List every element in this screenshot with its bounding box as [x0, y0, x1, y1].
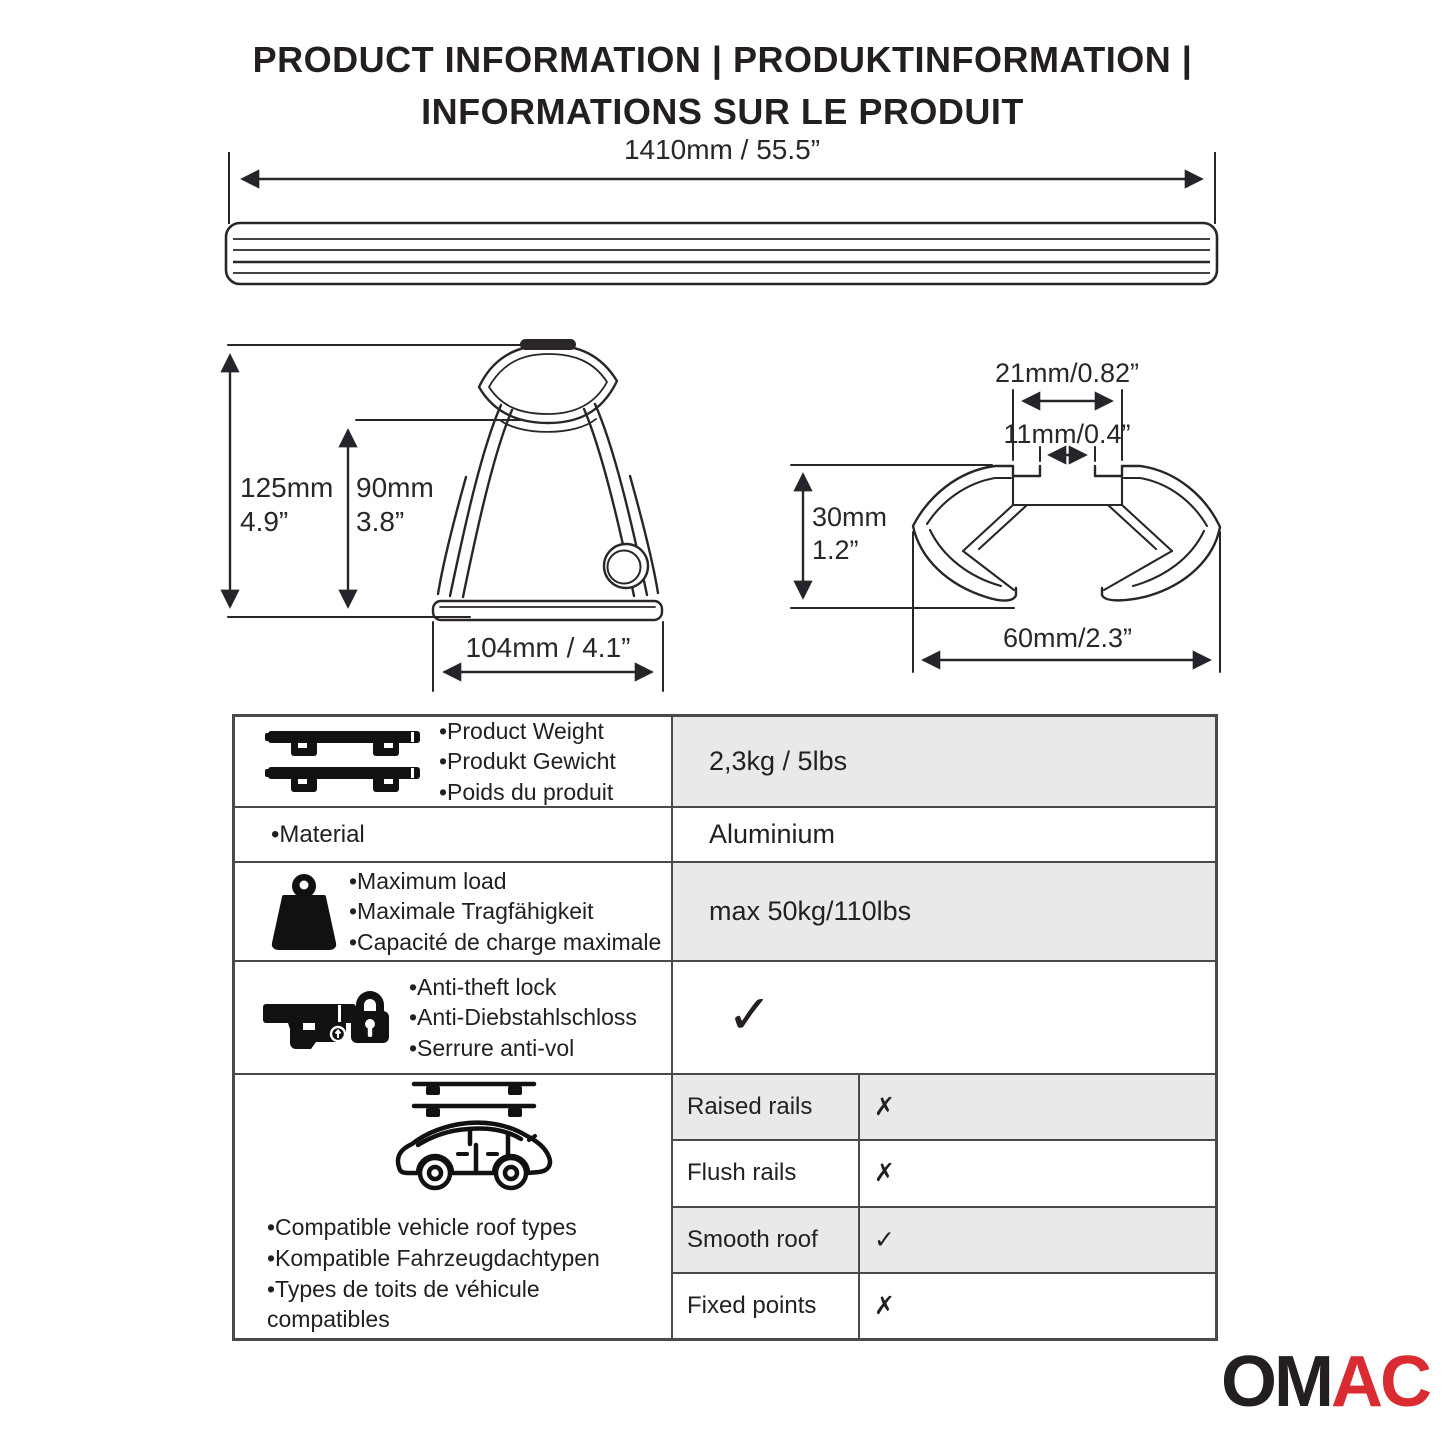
page-title-line2: INFORMATIONS SUR LE PRODUIT [421, 91, 1024, 132]
label-product-weight-de: •Produkt Gewicht [439, 748, 616, 775]
dim-profile-slot-inner: 11mm/0.4” [1003, 419, 1131, 449]
dim-foot-base-width: 104mm / 4.1” [465, 632, 631, 663]
rooftype-mark: ✗ [858, 1075, 1215, 1139]
dim-foot-height-partial: 90mm 3.8” [356, 472, 434, 538]
table-row-max-load [235, 861, 1215, 960]
crossbar-length-drawing [226, 152, 1217, 284]
omac-logo [1221, 1342, 1429, 1422]
dim-bar-length: 1410mm / 55.5” [623, 134, 821, 165]
table-row-weight [235, 717, 1215, 806]
label-max-load-de: •Maximale Tragfähigkeit [349, 898, 594, 925]
omac-logo-black: OM [1221, 1342, 1331, 1422]
technical-diagram [0, 0, 1445, 715]
table-row-material [235, 806, 1215, 861]
label-anti-theft-de: •Anti-Diebstahlschloss [409, 1004, 637, 1031]
rooftype-label: Fixed points [687, 1291, 817, 1319]
label-max-load-fr: •Capacité de charge maximale [349, 928, 662, 955]
dim-profile-width: 60mm/2.3” [1002, 623, 1133, 653]
checkmark: ✓ [727, 985, 773, 1045]
label-roof-types-fr2: compatibles [267, 1306, 390, 1333]
car-icon [388, 1078, 556, 1200]
spec-table [232, 714, 1218, 1341]
rooftype-row-flush-rails [673, 1139, 1215, 1205]
dim-foot-height-total: 125mm 4.9” [240, 472, 334, 538]
rooftype-mark: ✓ [858, 1208, 1215, 1272]
dim-profile-slot-outer: 21mm/0.82” [994, 358, 1140, 388]
value-product-weight: 2,3kg / 5lbs [673, 717, 1215, 806]
label-product-weight-fr: •Poids du produit [439, 778, 614, 805]
rooftype-row-raised-rails [673, 1075, 1215, 1139]
label-anti-theft-en: •Anti-theft lock [409, 973, 557, 1000]
label-material: •Material [235, 808, 673, 861]
rooftype-mark: ✗ [858, 1274, 1215, 1338]
label-anti-theft-fr: •Serrure anti-vol [409, 1034, 575, 1061]
rooftype-label: Flush rails [687, 1159, 797, 1187]
rooftype-mark: ✗ [858, 1141, 1215, 1205]
rooftype-row-smooth-roof [673, 1206, 1215, 1272]
label-roof-types-fr: •Types de toits de véhicule [267, 1275, 540, 1302]
label-product-weight-en: •Product Weight [439, 717, 604, 744]
page-title-line1: PRODUCT INFORMATION | PRODUKTINFORMATION | [252, 39, 1193, 80]
rooftype-label: Smooth roof [687, 1225, 818, 1253]
rooftype-label: Raised rails [687, 1093, 813, 1121]
label-roof-types-en: •Compatible vehicle roof types [267, 1214, 577, 1241]
value-material: Aluminium [709, 819, 836, 849]
weight-icon [271, 872, 337, 952]
table-row-roof-types [235, 1073, 1215, 1338]
value-max-load: max 50kg/110lbs [673, 863, 1215, 960]
label-max-load-en: •Maximum load [349, 867, 507, 894]
lock-icon [261, 977, 393, 1059]
omac-logo-red: AC [1331, 1342, 1429, 1422]
label-roof-types-de: •Kompatible Fahrzeugdachtypen [267, 1244, 600, 1271]
table-row-anti-theft [235, 960, 1215, 1073]
crossbars-icon [265, 729, 425, 795]
dim-profile-height: 30mm 1.2” [812, 502, 888, 565]
rooftype-row-fixed-points [673, 1272, 1215, 1338]
